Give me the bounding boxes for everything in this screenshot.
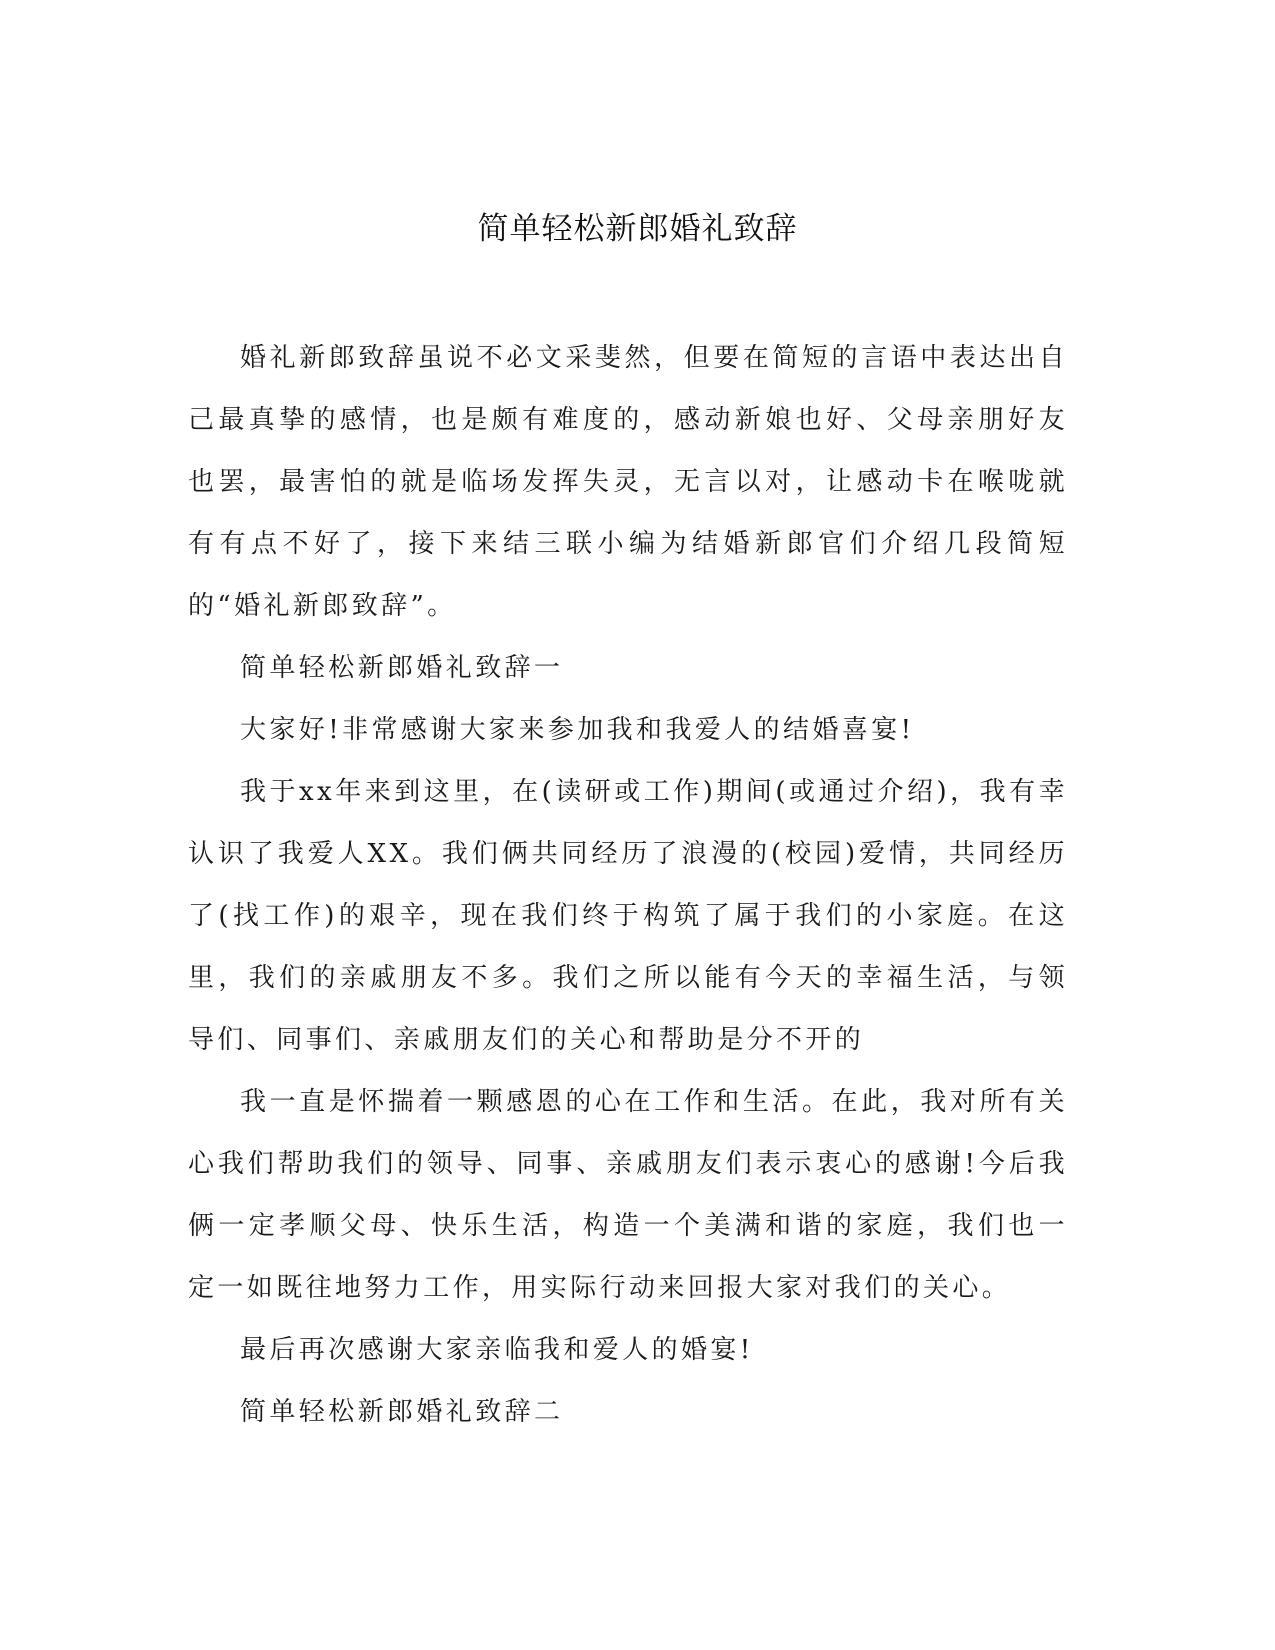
section-heading-speech-one: 简单轻松新郎婚礼致辞一 <box>240 653 564 683</box>
document-title: 简单轻松新郎婚礼致辞 <box>477 211 798 247</box>
paragraph-closing: 最后再次感谢大家亲临我和爱人的婚宴! <box>240 1335 754 1365</box>
paragraph-gratitude: 我一直是怀揣着一颗感恩的心在工作和生活。在此，我对所有关心我们帮助我们的领导、同事、亲戚朋友们表示衷心的感谢!今后我俩一定孝顺父母、快乐生活，构造一个美满和谐的家庭，我们也一定一如既往地努力工作，用实际行动来回报大家对我们的关心。 <box>188 1087 1068 1303</box>
paragraph-greeting: 大家好!非常感谢大家来参加我和我爱人的结婚喜宴! <box>240 715 915 745</box>
section-heading-speech-two: 简单轻松新郎婚礼致辞二 <box>240 1397 564 1427</box>
document-body <box>188 327 1068 1443</box>
paragraph-story: 我于xx年来到这里，在(读研或工作)期间(或通过介绍)，我有幸认识了我爱人XX。我们俩共同经历了浪漫的(校园)爱情，共同经历了(找工作)的艰辛，现在我们终于构筑了属于我们的小家庭。在这里，我们的亲戚朋友不多。我们之所以能有今天的幸福生活，与领导们、同事们、亲戚朋友们的关心和帮助是分不开的 <box>188 777 1068 1055</box>
paragraph-intro: 婚礼新郎致辞虽说不必文采斐然，但要在简短的言语中表达出自己最真挚的感情，也是颇有难度的，感动新娘也好、父母亲朋好友也罢，最害怕的就是临场发挥失灵，无言以对，让感动卡在喉咙就有有点不好了，接下来结三联小编为结婚新郎官们介绍几段简短的“婚礼新郎致辞”。 <box>188 343 1068 621</box>
